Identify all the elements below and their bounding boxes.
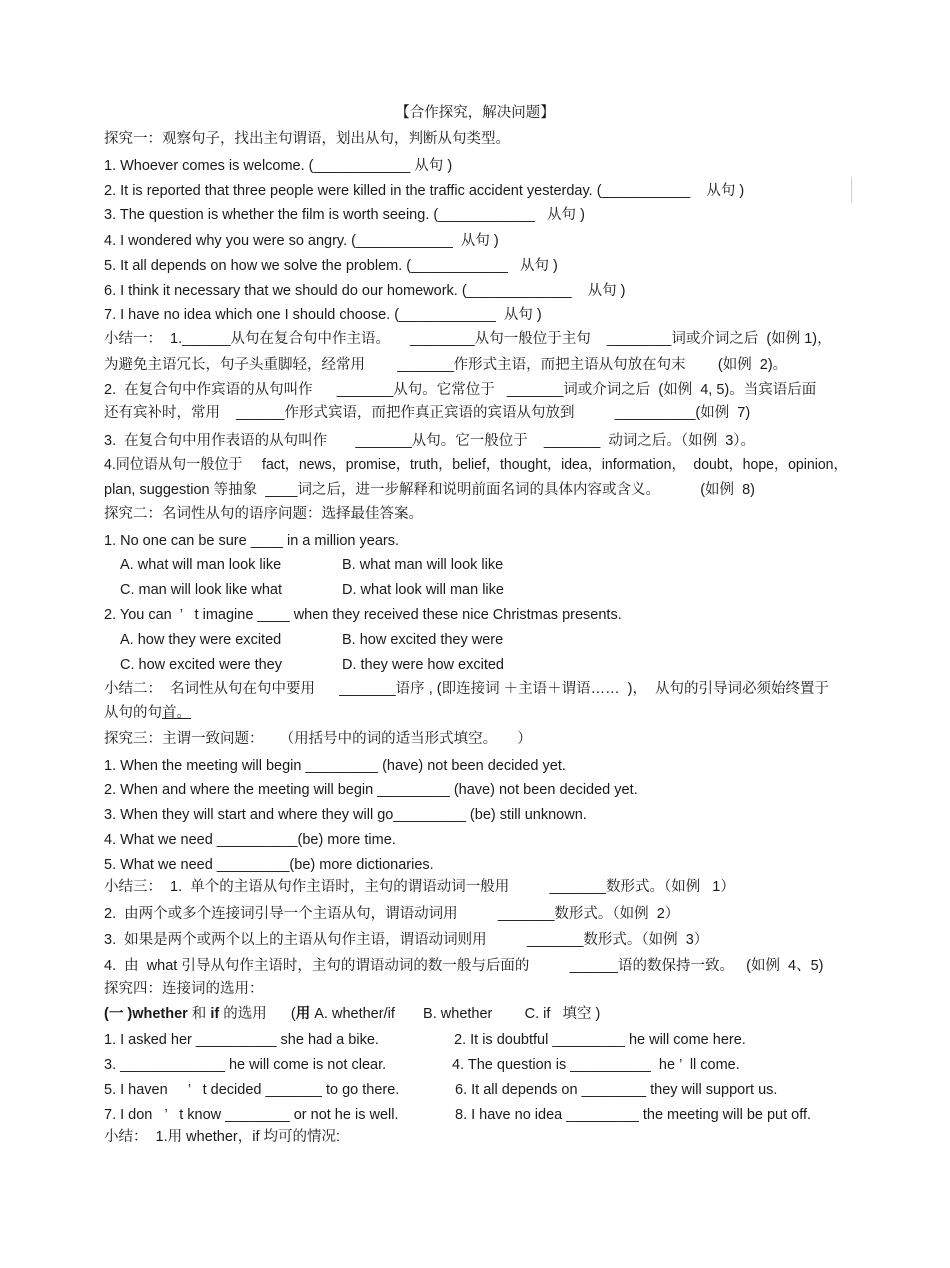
section3-title: 探究三：主谓一致问题： （用括号中的词的适当形式填空。 ） — [104, 731, 532, 747]
s4-sub-and: 和 — [187, 1006, 211, 1022]
s2-q1-option-d: D. what look will man like — [342, 582, 504, 598]
s2-q2-option-c: C. how excited were they — [120, 657, 282, 673]
s2-q1-option-b: B. what man will look like — [342, 557, 504, 573]
page-edge-mark — [851, 177, 852, 203]
s4-sub-if: if — [210, 1006, 220, 1022]
s2-summary-text: 从句的句 — [104, 705, 162, 721]
s3-summary-line-2: 2. 由两个或多个连接词引导一个主语从句，谓语动词用 _______数形式。（如例 2） — [104, 906, 680, 922]
s1-summary-line-4: 还有宾补时，常用 ______作形式宾语，而把作真正宾语的宾语从句放到 __________(如例 7) — [104, 405, 751, 421]
s4-subheading — [104, 1005, 600, 1023]
s3-item-5: 5. What we need _________(be) more dictionaries. — [104, 857, 434, 873]
s2-q1-option-a: A. what will man look like — [120, 557, 282, 573]
s1-item-2: 2. It is reported that three people were killed in the traffic accident yesterday. (___________ 从句 ) — [104, 183, 745, 199]
s4-right-item-8: 8. I have no idea _________ the meeting will be put off. — [455, 1107, 812, 1123]
s4-left-item-5: 5. I haven ’ t decided _______ to go there. — [104, 1082, 400, 1098]
s4-sub-options: A. whether/if B. whether C. if 填空 ) — [310, 1006, 601, 1022]
s2-q2-option-a: A. how they were excited — [120, 632, 282, 648]
section2-title: 探究二：名词性从句的语序问题：选择最佳答案。 — [104, 506, 423, 522]
s4-right-item-2: 2. It is doubtful _________ he will come here. — [454, 1032, 746, 1048]
s3-item-4: 4. What we need __________(be) more time. — [104, 832, 396, 848]
s2-q1-option-c: C. man will look like what — [120, 582, 282, 598]
s1-item-3: 3. The question is whether the film is worth seeing. (____________ 从句 ) — [104, 207, 585, 223]
s4-sub-usage: 的选用 ( — [219, 1006, 296, 1022]
s4-right-item-4: 4. The question is __________ he ’ ll come. — [452, 1057, 740, 1073]
section4-title: 探究四：连接词的选用： — [104, 981, 264, 997]
section1-title: 探究一：观察句子，找出主句谓语，划出从句，判断从句类型。 — [104, 131, 510, 147]
s1-summary-line-3: 2. 在复合句中作宾语的从句叫作 _______从句。它常位于 _______词或介词之后 (如例 4, 5)。当宾语后面 — [104, 382, 817, 398]
s4-left-item-1: 1. I asked her __________ she had a bike. — [104, 1032, 379, 1048]
s1-summary-line-1: 小结一： 1.______从句在复合句中作主语。 ________从句一般位于主句 ________词或介词之后 (如例 1)， — [104, 331, 832, 347]
s4-sub-whether: whether — [132, 1006, 188, 1022]
s1-item-4: 4. I wondered why you were so angry. (____________ 从句 ) — [104, 233, 499, 249]
s4-right-item-6: 6. It all depends on ________ they will support us. — [455, 1082, 778, 1098]
s4-left-item-3: 3. _____________ he will come is not clear. — [104, 1057, 387, 1073]
s1-item-6: 6. I think it necessary that we should do our homework. (_____________ 从句 ) — [104, 283, 626, 299]
page-heading: 【合作探究，解决问题】 — [395, 105, 555, 121]
s1-summary-line-6: 4.同位语从句一般位于 fact，news，promise，truth，belief，thought，idea，information， doubt，hope，opinion， — [104, 457, 848, 473]
s2-summary-line-1: 小结二： 名词性从句在句中要用 _______语序 , (即连接词 ＋主语＋谓语…… )， 从句的引导词必须始终置于 — [104, 681, 830, 697]
s3-item-1: 1. When the meeting will begin _________ (have) not been decided yet. — [104, 758, 566, 774]
s3-summary-line-1: 小结三： 1. 单个的主语从句作主语时，主句的谓语动词一般用 _______数形式。（如例 1） — [104, 879, 735, 895]
s2-summary-underlined: 首。 — [162, 705, 191, 721]
s4-sub-number: (一 ) — [104, 1006, 133, 1022]
s1-item-5: 5. It all depends on how we solve the problem. (____________ 从句 ) — [104, 258, 558, 274]
s1-summary-line-5: 3. 在复合句中用作表语的从句叫作 _______从句。它一般位于 _______ 动词之后。（如例 3）。 — [104, 433, 756, 449]
s2-q2-option-d: D. they were how excited — [342, 657, 504, 673]
s4-left-item-7: 7. I don ’ t know ________ or not he is well. — [104, 1107, 399, 1123]
s3-summary-line-4: 4. 由 what 引导从句作主语时，主句的谓语动词的数一般与后面的 ______语的数保持一致。 (如例 4、5) — [104, 958, 824, 974]
s4-summary: 小结： 1.用 whether，if 均可的情况: — [104, 1129, 341, 1145]
s3-item-2: 2. When and where the meeting will begin _________ (have) not been decided yet. — [104, 782, 638, 798]
s2-q1-stem: 1. No one can be sure ____ in a million years. — [104, 533, 400, 549]
s3-summary-line-3: 3. 如果是两个或两个以上的主语从句作主语，谓语动词则用 _______数形式。（如例 3） — [104, 932, 709, 948]
s1-summary-line-7: plan, suggestion 等抽象 ____词之后，进一步解释和说明前面名词的具体内容或含义。 (如例 8) — [104, 482, 756, 498]
s1-item-7: 7. I have no idea which one I should choose. (____________ 从句 ) — [104, 307, 542, 323]
s2-q2-option-b: B. how excited they were — [342, 632, 504, 648]
s2-q2-stem: 2. You can ’ t imagine ____ when they received these nice Christmas presents. — [104, 607, 622, 623]
s3-item-3: 3. When they will start and where they will go_________ (be) still unknown. — [104, 807, 587, 823]
s2-summary-line-2 — [104, 704, 191, 722]
s4-sub-use: 用 — [295, 1006, 311, 1022]
s1-summary-line-2: 为避免主语冗长，句子头重脚轻，经常用 _______作形式主语，而把主语从句放在句末 (如例 2)。 — [104, 357, 788, 373]
s1-item-1: 1. Whoever comes is welcome. (____________ 从句 ) — [104, 158, 453, 174]
